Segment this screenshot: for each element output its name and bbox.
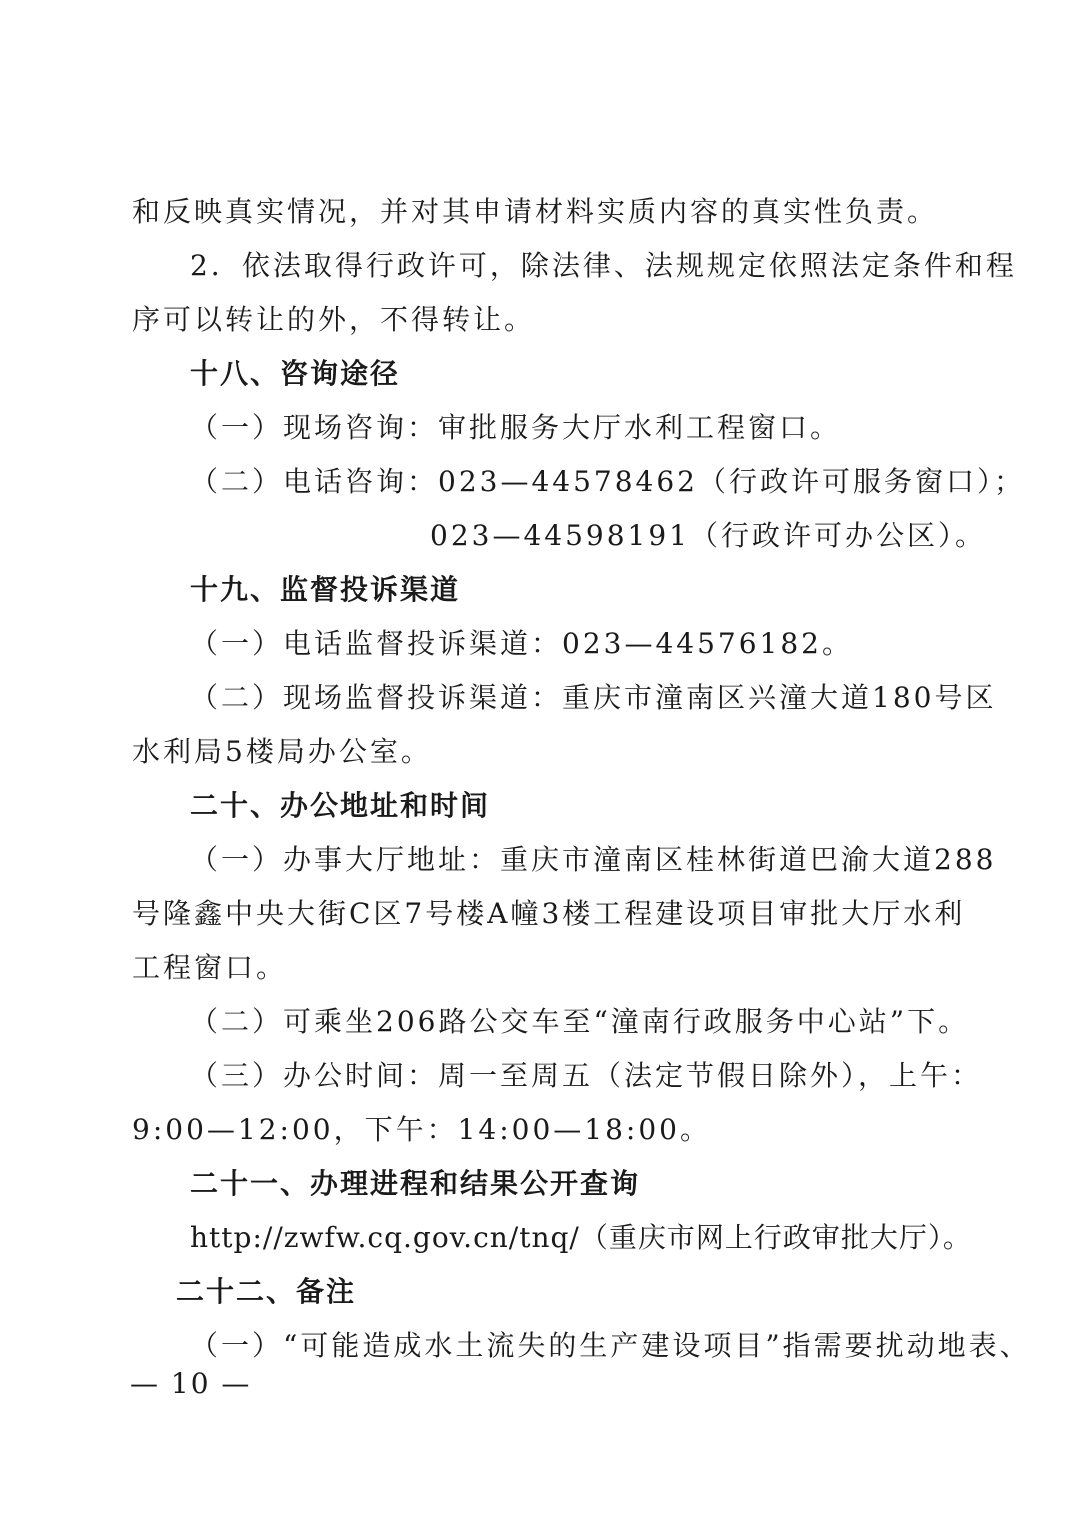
section-heading-remarks: 二十二、备注 — [176, 1275, 357, 1308]
section-heading-complaints: 十九、监督投诉渠道 — [190, 573, 461, 606]
section-heading-consultation: 十八、咨询途径 — [190, 357, 401, 390]
body-text-line: 023—44598191（行政许可办公区）。 — [430, 519, 986, 552]
body-text-line: （二）现场监督投诉渠道：重庆市潼南区兴潼大道180号区 — [190, 681, 997, 714]
section-heading-office-address: 二十、办公地址和时间 — [190, 789, 491, 822]
body-text-line: 2．依法取得行政许可，除法律、法规规定依照法定条件和程 — [190, 249, 1017, 282]
body-text-line: （一）办事大厅地址：重庆市潼南区桂林街道巴渝大道288 — [190, 843, 997, 876]
body-text-line: （二）电话咨询：023—44578462（行政许可服务窗口）； — [190, 465, 1025, 498]
body-text-line: 水利局5楼局办公室。 — [132, 735, 432, 768]
body-text-line: 号隆鑫中央大街C区7号楼A幢3楼工程建设项目审批大厅水利 — [132, 897, 966, 930]
body-text-line: （一）现场咨询：审批服务大厅水利工程窗口。 — [190, 411, 842, 444]
body-text-line: 序可以转让的外，不得转让。 — [132, 303, 536, 336]
body-text-line: （一）“可能造成水土流失的生产建设项目”指需要扰动地表、 — [190, 1329, 1031, 1362]
body-text-line: 9:00—12:00，下午：14:00—18:00。 — [132, 1113, 711, 1146]
query-url-line: http://zwfw.cq.gov.cn/tnq/（重庆市网上行政审批大厅）。 — [190, 1221, 972, 1254]
body-text-line: 工程窗口。 — [132, 951, 288, 984]
body-text-line: （三）办公时间：周一至周五（法定节假日除外），上午： — [190, 1059, 983, 1092]
body-text-line: （一）电话监督投诉渠道：023—44576182。 — [190, 627, 853, 660]
body-text-line: （二）可乘坐206路公交车至“潼南行政服务中心站”下。 — [190, 1005, 970, 1038]
body-text-line: 和反映真实情况，并对其申请材料实质内容的真实性负责。 — [132, 195, 939, 228]
section-heading-progress-query: 二十一、办理进程和结果公开查询 — [190, 1167, 641, 1200]
page-number: — 10 — — [130, 1367, 252, 1400]
